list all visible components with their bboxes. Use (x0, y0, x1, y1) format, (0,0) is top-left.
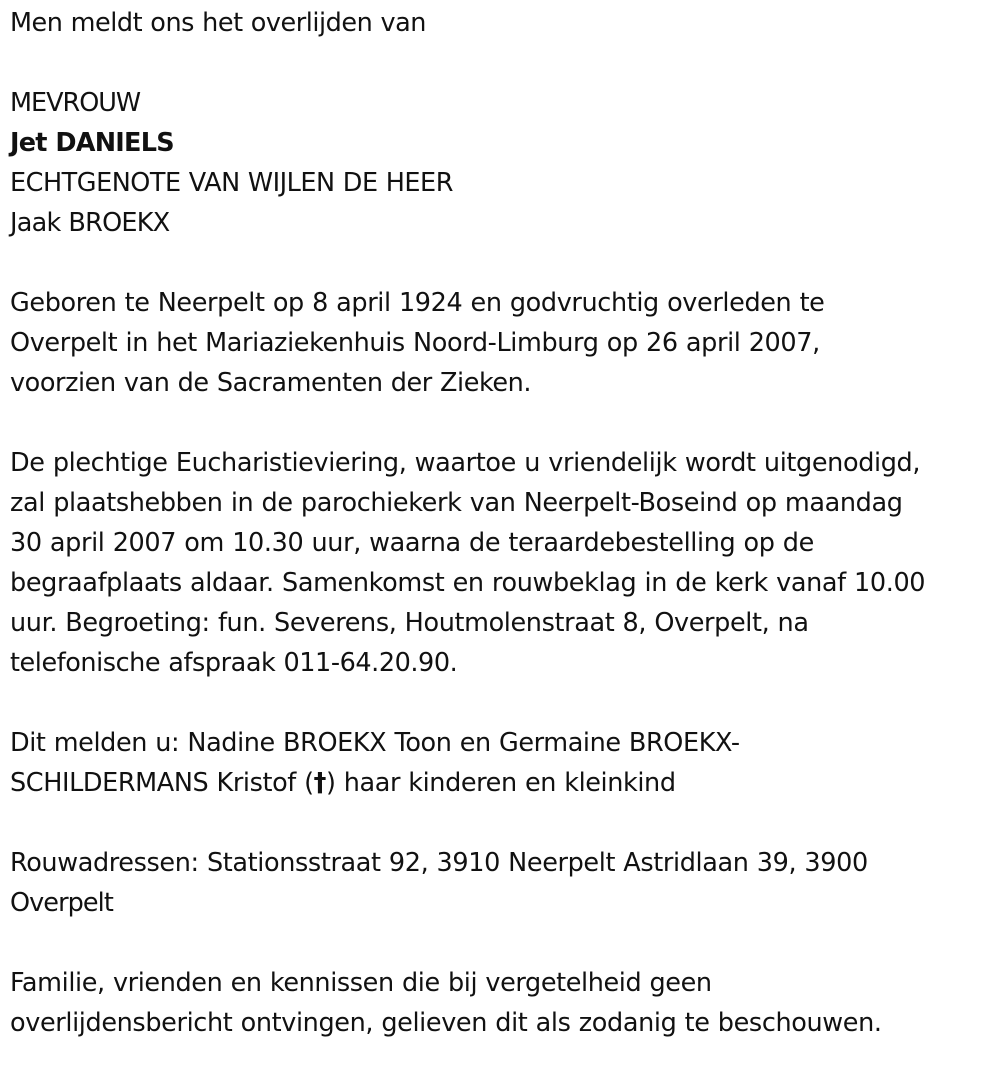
spacer (10, 683, 995, 723)
announcers-paragraph (10, 723, 995, 803)
paragraph-line: Overpelt in het Mariaziekenhuis Noord-Limburg op 26 april 2007, (10, 328, 820, 358)
paragraph-line: Overpelt (10, 888, 113, 918)
relation-text: ECHTGENOTE VAN WIJLEN DE HEER (10, 168, 453, 198)
closing-paragraph (10, 963, 995, 1043)
paragraph-line: Dit melden u: Nadine BROEKX Toon en Germaine BROEKX- (10, 728, 740, 758)
paragraph-line: zal plaatshebben in de parochiekerk van Neerpelt-Boseind op maandag (10, 488, 903, 518)
paragraph-line: overlijdensbericht ontvingen, gelieven dit als zodanig te beschouwen. (10, 1008, 882, 1038)
paragraph-line: telefonische afspraak 011-64.20.90. (10, 648, 458, 678)
spacer (10, 803, 995, 843)
paragraph-line: begraafplaats aldaar. Samenkomst en rouwbeklag in de kerk vanaf 10.00 (10, 568, 926, 598)
spacer (10, 243, 995, 283)
paragraph-line: 30 april 2007 om 10.30 uur, waarna de teraardebestelling op de (10, 528, 814, 558)
paragraph-line: Rouwadressen: Stationsstraat 92, 3910 Neerpelt Astridlaan 39, 3900 (10, 848, 868, 878)
title-prefix: MEVROUW (10, 88, 141, 118)
addresses-paragraph (10, 843, 995, 923)
paragraph-line: De plechtige Eucharistieviering, waartoe u vriendelijk wordt uitgenodigd, (10, 448, 921, 478)
intro-text: Men meldt ons het overlijden van (10, 8, 427, 38)
ceremony-paragraph (10, 443, 995, 683)
paragraph-line: voorzien van de Sacramenten der Zieken. (10, 368, 532, 398)
paragraph-line: Geboren te Neerpelt op 8 april 1924 en godvruchtig overleden te (10, 288, 825, 318)
paragraph-line: Familie, vrienden en kennissen die bij vergetelheid geen (10, 968, 712, 998)
cross-icon: † (313, 768, 326, 798)
spouse-name: Jaak BROEKX (10, 208, 170, 238)
deceased-name: Jet DANIELS (10, 128, 174, 158)
spacer (10, 403, 995, 443)
paragraph-line (10, 763, 995, 803)
paragraph-line: uur. Begroeting: fun. Severens, Houtmolenstraat 8, Overpelt, na (10, 608, 809, 638)
announcer-text: ) haar kinderen en kleinkind (325, 768, 676, 798)
birth-death-paragraph (10, 283, 995, 403)
announcer-text: SCHILDERMANS Kristof ( (10, 768, 314, 798)
death-notice (10, 3, 995, 1043)
spacer (10, 923, 995, 963)
spacer (10, 43, 995, 83)
